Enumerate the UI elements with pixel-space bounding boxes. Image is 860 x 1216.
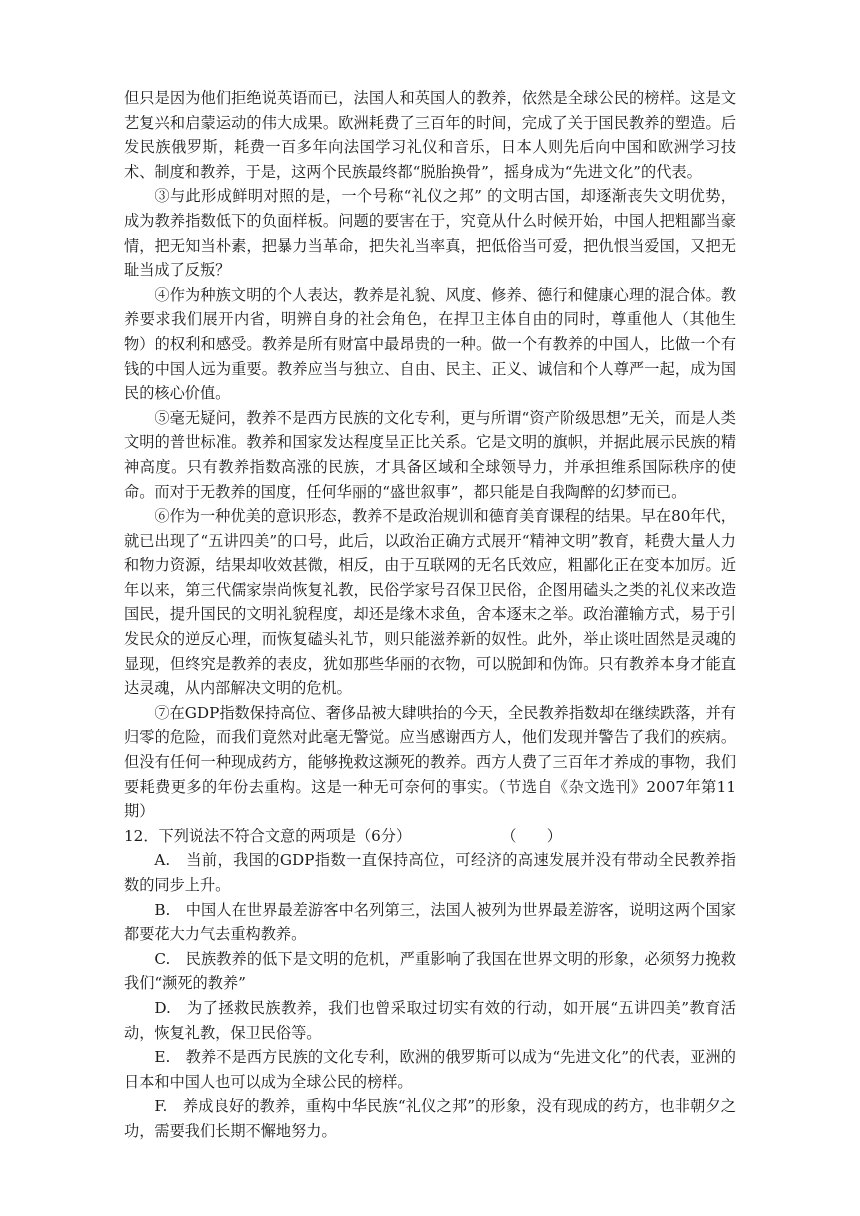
option-d: D. 为了拯救民族教养，我们也曾采取过切实有效的行动，如开展“五讲四美”教育活动，恢复礼教，保卫民俗等。 bbox=[124, 998, 736, 1042]
option-f: F. 养成良好的教养，重构中华民族“礼仪之邦”的形象，没有现成的药方，也非朝夕之功，需要我们长期不懈地努力。 bbox=[124, 1097, 736, 1140]
paragraph-3: ③与此形成鲜明对照的是，一个号称“礼仪之邦” 的文明古国，却逐渐丧失文明优势，成为教养指数低下的负面样板。问题的要害在于，究竟从什么时候开始，中国人把粗鄙当豪情，把无知当朴素，把暴力当革命，把失礼当率真，把低俗当可爱，把仇恨当爱国，又把无耻当成了反叛？ bbox=[124, 187, 736, 280]
paragraph-5: ⑤毫无疑问，教养不是西方民族的文化专利，更与所谓“资产阶级思想”无关，而是人类文明的普世标准。教养和国家发达程度呈正比关系。它是文明的旗帜，并据此展示民族的精神高度。只有教养指数高涨的民族，才具备区域和全球领导力，并承担维系国际秩序的使命。而对于无教养的国度，任何华丽的“盛世叙事”，都只能是自我陶醉的幻梦而已。 bbox=[124, 408, 736, 501]
question-12 bbox=[124, 824, 736, 849]
answer-blank: （ ） bbox=[501, 826, 562, 845]
option-a: A. 当前，我国的GDP指数一直保持高位，可经济的高速发展并没有带动全民教养指数的同步上升。 bbox=[124, 851, 736, 894]
option-b: B. 中国人在世界最差游客中名列第三，法国人被列为世界最差游客，说明这两个国家都要花大力气去重构教养。 bbox=[124, 900, 736, 944]
option-c: C. 民族教养的低下是文明的危机，严重影响了我国在世界文明的形象，必须努力挽救我们“濒死的教养” bbox=[124, 949, 736, 993]
paragraph-4: ④作为种族文明的个人表达，教养是礼貌、风度、修养、德行和健康心理的混合体。教养要求我们展开内省，明辨自身的社会角色，在捍卫主体自由的同时，尊重他人（其他生物）的权利和感受。教养是所有财富中最昂贵的一种。做一个有教养的中国人，比做一个有钱的中国人远为重要。教养应当与独立、自由、民主、正义、诚信和个人尊严一起，成为国民的核心价值。 bbox=[124, 285, 736, 403]
paragraph-continued: 但只是因为他们拒绝说英语而已，法国人和英国人的教养，依然是全球公民的榜样。这是文艺复兴和启蒙运动的伟大成果。欧洲耗费了三百年的时间，完成了关于国民教养的塑造。后发民族俄罗斯，耗费一百多年向法国学习礼仪和音乐，日本人则先后向中国和欧洲学习技术、制度和教养，于是，这两个民族最终都“脱胎换骨”，摇身成为“先进文化”的代表。 bbox=[124, 89, 736, 181]
question-stem: 12．下列说法不符合文意的两项是（6分） bbox=[124, 826, 412, 845]
paragraph-7: ⑦在GDP指数保持高位、奢侈品被大肆哄抬的今天，全民教养指数却在继续跌落，并有归零的危险，而我们竟然对此毫无警觉。应当感谢西方人，他们发现并警告了我们的疾病。但没有任何一种现成药方，能够挽救这濒死的教养。西方人费了三百年才养成的事物，我们要耗费更多的年份去重构。这是一种无可奈何的事实。（节选自《杂文选刊》2007年第11期） bbox=[124, 703, 736, 821]
paragraph-6: ⑥作为一种优美的意识形态，教养不是政治规训和德育美育课程的结果。早在80年代，就已出现了“五讲四美”的口号，此后，以政治正确方式展开“精神文明”教育，耗费大量人力和物力资源，结果却收效甚微，相反，由于互联网的无名氏效应，粗鄙化正在变本加厉。近年以来，第三代儒家崇尚恢复礼教，民俗学家号召保卫民俗，企图用磕头之类的礼仪来改造国民，提升国民的文明礼貌程度，却还是缘木求鱼，舍本逐末之举。政治灌输方式，易于引发民众的逆反心理，而恢复磕头礼节，则只能滋养新的奴性。此外，举止谈吐固然是灵魂的显现，但终究是教养的表皮，犹如那些华丽的衣物，可以脱卸和伪饰。只有教养本身才能直达灵魂，从内部解决文明的危机。 bbox=[124, 507, 736, 698]
option-e: E. 教养不是西方民族的文化专利，欧洲的俄罗斯可以成为“先进文化”的代表，亚洲的日本和中国人也可以成为全球公民的榜样。 bbox=[124, 1048, 736, 1091]
